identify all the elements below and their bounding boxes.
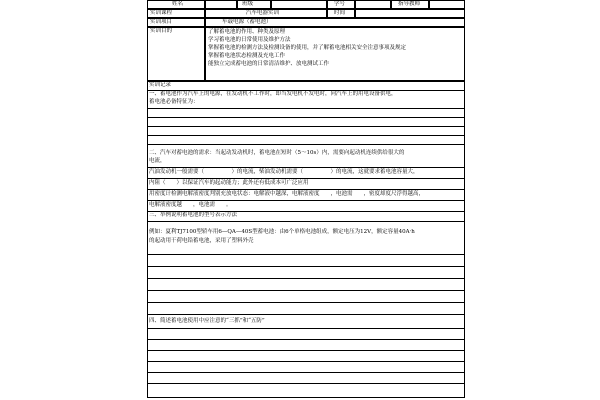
answer-line[interactable]: [147, 144, 465, 145]
course-value-cell: [205, 9, 327, 18]
answer-line[interactable]: [147, 314, 465, 315]
answer-line[interactable]: [147, 254, 465, 255]
project-label: 实训项目: [150, 19, 173, 25]
name-label-cell: [147, 0, 205, 9]
q2-text: 电流，: [149, 158, 166, 164]
answer-line[interactable]: [147, 126, 465, 127]
answer-line[interactable]: [147, 339, 465, 340]
project-value-cell: [205, 18, 465, 27]
q4-text: 四、简述蓄电池使用中应注意的“三抓”和“五防”: [149, 318, 265, 324]
q2-text: 电解液密度越 ，电池需 。: [149, 202, 232, 208]
student-no-label-cell: [327, 0, 355, 9]
report-sheet: [147, 0, 465, 400]
objective-label: 实训目的: [150, 28, 173, 34]
course-label-cell: [147, 9, 205, 18]
answer-line[interactable]: [147, 117, 465, 118]
name-label: 姓名: [172, 1, 184, 7]
class-label: 班级: [242, 1, 254, 7]
objective-item: 能独立完成蓄电池的日常清洁维护、放电测试工作: [208, 61, 330, 67]
answer-line[interactable]: [147, 290, 465, 291]
teacher-value-cell[interactable]: [429, 0, 465, 9]
course-value: 汽车电器实训: [246, 10, 280, 16]
example-text: 的起动用干荷电铅蓄电池，采用了塑料外壳: [149, 238, 254, 244]
q2-text: 汽油发动机一般需要（ ）的电流，柴油发动机需要（ ）的电流，这就要求蓄电池容量大，: [149, 169, 419, 175]
answer-line[interactable]: [147, 278, 465, 279]
time-label-cell: [327, 9, 355, 18]
rule-line: [147, 221, 465, 222]
time-value-cell[interactable]: [355, 9, 465, 18]
answer-line[interactable]: [147, 361, 465, 362]
example-text: 例如：夏利TJ7100型轿车用6—QA—40S型蓄电池：由6个单格电池组成，额定电压为12V，额定容量40A·h: [149, 229, 415, 235]
course-label: 实训课程: [150, 10, 173, 16]
student-no-label: 学号: [334, 1, 346, 7]
teacher-label: 指导教师: [398, 1, 421, 7]
q2-text: 内阻（ ）以保证汽车的起动能力；此外还有低成本可广泛应用: [149, 180, 309, 186]
answer-line[interactable]: [147, 350, 465, 351]
answer-line[interactable]: [147, 108, 465, 109]
answer-line[interactable]: [147, 266, 465, 267]
q2-text: 用密度计检测电解液密度判别充放电状态：电解液中越深，电解液密度 ，电池需 ，密度却度尺浮得越高，: [149, 191, 425, 197]
class-label-cell: [237, 0, 271, 9]
objective-item: 掌握蓄电池的检测方法及检测设备的使用，并了解蓄电池相关安全注意事项及规定: [208, 45, 407, 51]
rule-line: [147, 189, 465, 190]
rule-line: [147, 200, 465, 201]
project-value: 车载电源（蓄电池）: [222, 19, 272, 25]
answer-line[interactable]: [147, 372, 465, 373]
record-title: 实训记录: [149, 82, 172, 88]
time-label: 时间: [334, 10, 346, 16]
q3-text: 三、举例说明蓄电池的型号表示方法: [149, 212, 238, 218]
project-label-cell: [147, 18, 205, 27]
objective-list: [205, 27, 465, 81]
class-value-cell[interactable]: [271, 0, 327, 9]
student-no-value-cell[interactable]: [355, 0, 391, 9]
objective-item: 学习蓄电池的日常使用及维护方法: [208, 37, 291, 43]
answer-line[interactable]: [147, 328, 465, 329]
objective-item: 掌握蓄电池状态检测及充电工作: [208, 53, 286, 59]
name-value-cell[interactable]: [205, 0, 237, 9]
answer-line[interactable]: [147, 302, 465, 303]
q2-text: 二、汽车对蓄电池的需求：当起动发动机时，蓄电池在短时（5～10s）内，需要向起动机连续供给很大的: [149, 150, 405, 156]
rule-line: [147, 178, 465, 179]
q1-text: 一、蓄电池作为汽车上的电源，在发动机不工作时，即当发电机不发电时，向汽车上的用电设备供电，: [149, 91, 397, 97]
rule-line: [147, 167, 465, 168]
objective-item: 了解蓄电池的作用、种类及原理: [208, 29, 286, 35]
teacher-label-cell: [391, 0, 429, 9]
q1-text: 蓄电池必备特征为：: [149, 99, 199, 105]
objective-label-cell: [147, 27, 205, 81]
answer-line[interactable]: [147, 135, 465, 136]
answer-line[interactable]: [147, 383, 465, 384]
